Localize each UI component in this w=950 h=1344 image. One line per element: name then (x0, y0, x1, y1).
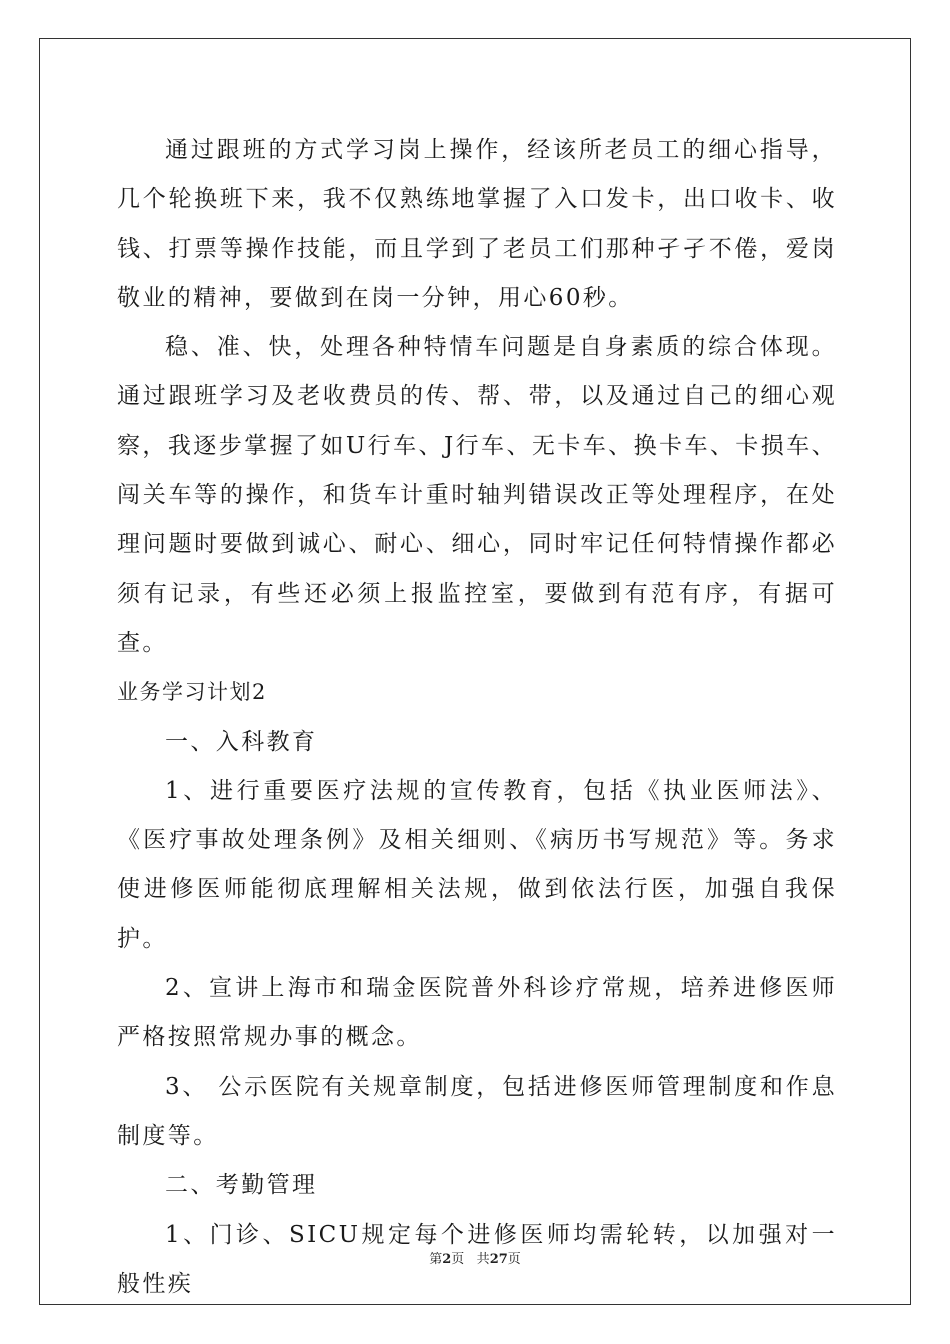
section-title: 业务学习计划2 (117, 680, 267, 705)
section2-item-1: 1、门诊、SICU规定每个进修医师均需轮转，以加强对一般性疾 (117, 1221, 837, 1297)
page-footer (0, 1248, 950, 1267)
paragraph-2: 稳、准、快，处理各种特情车问题是自身素质的综合体现。通过跟班学习及老收费员的传、帮、带，以及通过自己的细心观察，我逐步掌握了如U行车、J行车、无卡车、换卡车、卡损车、闯关车等的操作，和货车计重时轴判错误改正等处理程序，在处理问题时要做到诚心、耐心、细心，同时牢记任何特情操作都必须有记录，有些还必须上报监控室，要做到有范有序，有据可查。 (117, 334, 837, 656)
page-total: 27 (489, 1252, 508, 1267)
page-current: 2 (442, 1252, 452, 1267)
section2-heading: 二、考勤管理 (165, 1172, 318, 1199)
page-prefix: 第 (429, 1252, 443, 1267)
paragraph-1: 通过跟班的方式学习岗上操作，经该所老员工的细心指导，几个轮换班下来，我不仅熟练地掌握了入口发卡，出口收卡、收钱、打票等操作技能，而且学到了老员工们那种孑孑不倦，爱岗敬业的精神，要做到在岗一分钟，用心60秒。 (117, 137, 837, 311)
total-suffix: 页 (507, 1252, 521, 1267)
section1-item-1: 1、进行重要医疗法规的宣传教育，包括《执业医师法》、《医疗事故处理条例》及相关细则、《病历书写规范》等。务求使进修医师能彻底理解相关法规，做到依法行医，加强自我保护。 (117, 777, 837, 952)
section1-item-3: 3、 公示医院有关规章制度，包括进修医师管理制度和作息制度等。 (117, 1073, 837, 1149)
section1-item-2: 2、宣讲上海市和瑞金医院普外科诊疗常规，培养进修医师严格按照常规办事的概念。 (117, 975, 837, 1051)
total-prefix: 共 (476, 1252, 490, 1267)
section1-heading: 一、入科教育 (165, 728, 318, 755)
page-suffix: 页 (451, 1252, 465, 1267)
document-body (117, 126, 837, 1309)
